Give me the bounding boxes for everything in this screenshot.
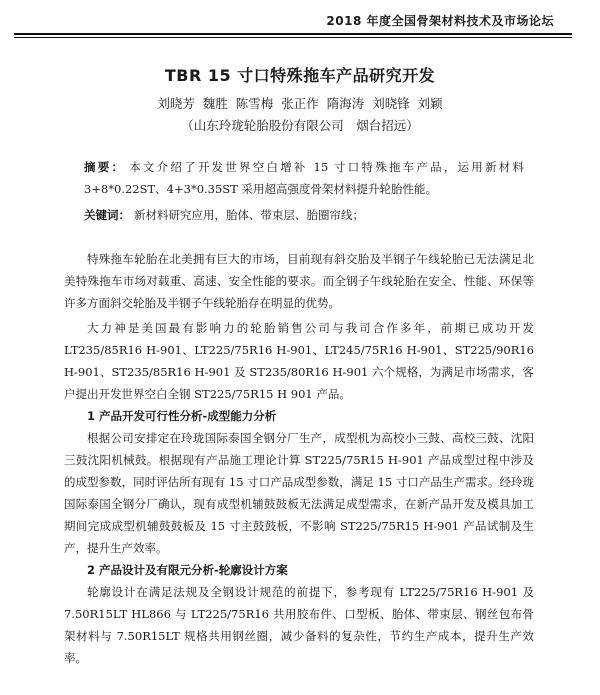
intro-paragraph-2: 大力神是美国最有影响力的轮胎销售公司与我司合作多年，前期已成功开发 LT235/85R16 H-901、LT225/75R16 H-901、LT245/75R16 H-901、ST225/90R16 H-901、ST235/85R16 H-901 及 ST235/80R16 H-901 六个规格，为满足市场需求，客户提出开发世界空白全钢 ST225/75R15 H 901 产品。 [64,321,534,401]
paper-title: TBR 15 寸口特殊拖车产品研究开发 [164,66,436,85]
section-1-heading: 1 产品开发可行性分析-成型能力分析 [87,409,277,423]
header-rule-thin [14,37,572,38]
keywords-text: 新材料研究应用，胎体、带束层、胎圈帘线； [134,208,364,222]
abstract-text: 本文介绍了开发世界空白增补 15 寸口特殊拖车产品，运用新材料 3+8*0.22ST、4+3*0.35ST 采用超高强度骨架材料提升轮胎性能。 [84,160,524,196]
keywords [84,204,524,226]
body-text [64,248,534,669]
running-header: 2018 年度全国骨架材料技术及市场论坛 [326,14,554,28]
keywords-label: 关键词： [84,208,130,222]
abstract-label: 摘要： [84,160,126,174]
author-list: 刘晓芳 魏胜 陈雪梅 张正作 隋海涛 刘晓锋 刘颖 [157,96,443,111]
section-2-paragraph: 轮廓设计在满足法规及全钢设计规范的前提下，参考现有 LT225/75R16 H-901 及 7.50R15LT HL866 与 LT225/75R16 共用胶布件、口型板、胎体、带束层、钢丝包布骨架材料与 7.50R15LT 规格共用钢丝圈，减少备料的复杂性，节约生产成本，提升生产效率。 [64,585,534,665]
section-1-paragraph: 根据公司安排定在玲珑国际泰国全钢分厂生产，成型机为高校小三鼓、高校三鼓、沈阳三鼓沈阳机械鼓。根据现有产品施工理论计算 ST225/75R15 H-901 产品成型过程中涉及的成型参数，同时评估所有现有 15 寸口产品成型参数，满足 15 寸口产品生产需求。经玲珑国际泰国全钢分厂确认，现有成型机辅鼓鼓板无法满足成型需求，在新产品开发及模具加工期间完成成型机辅鼓鼓板及 15 寸主鼓鼓板，不影响 ST225/75R15 H-901 产品试制及生产，提升生产效率。 [64,431,534,555]
intro-paragraph-1: 特殊拖车轮胎在北美拥有巨大的市场，目前现有斜交胎及半钢子午线轮胎已无法满足北美特殊拖车市场对载重、高速、安全性能的要求。而全钢子午线轮胎在安全、性能、环保等许多方面斜交轮胎及半钢子午线轮胎存在明显的优势。 [64,252,534,310]
abstract [84,156,524,200]
section-2-heading: 2 产品设计及有限元分析-轮廓设计方案 [87,563,288,577]
affiliation: （山东玲珑轮胎股份有限公司 烟台招远） [181,118,419,133]
header-rule-thick [14,33,572,35]
